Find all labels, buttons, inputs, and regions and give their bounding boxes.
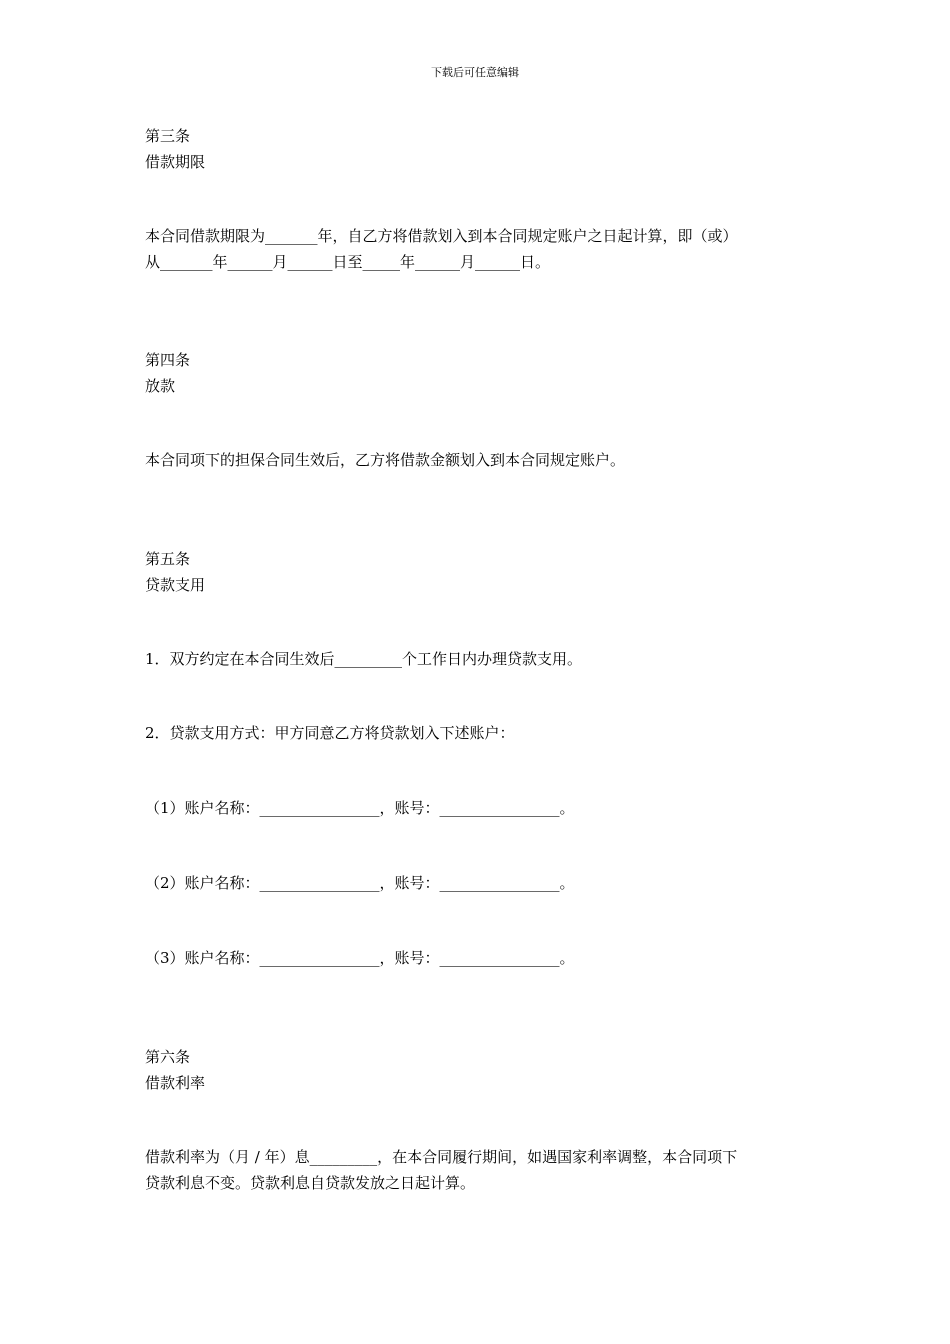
article-5-title: 贷款支用 [145, 576, 206, 594]
article-6-number: 第六条 [145, 1048, 191, 1066]
article-5-account-1: （1）账户名称：________________，账号：________________。 [145, 799, 575, 817]
article-5-item-2: 2．贷款支用方式：甲方同意乙方将贷款划入下述账户： [145, 724, 515, 742]
article-5-number: 第五条 [145, 550, 191, 568]
article-6-text-line-1: 借款利率为（月 / 年）息_________，在本合同履行期间，如遇国家利率调整，本合同项下 [145, 1148, 738, 1166]
article-3-text-line-2: 从_______年______月______日至_____年______月______日。 [145, 253, 551, 271]
article-5-account-2: （2）账户名称：________________，账号：________________。 [145, 874, 575, 892]
article-5-item-1: 1．双方约定在本合同生效后_________个工作日内办理贷款支用。 [145, 650, 583, 668]
article-4-number: 第四条 [145, 351, 191, 369]
article-3-text-line-1: 本合同借款期限为_______年，自乙方将借款划入到本合同规定账户之日起计算，即（或） [145, 227, 738, 245]
article-4-text: 本合同项下的担保合同生效后，乙方将借款金额划入到本合同规定账户。 [145, 451, 626, 469]
article-6-title: 借款利率 [145, 1074, 206, 1092]
article-6-text-line-2: 贷款利息不变。贷款利息自贷款发放之日起计算。 [145, 1174, 476, 1192]
page-header: 下载后可任意编辑 [431, 66, 519, 79]
article-3-title: 借款期限 [145, 153, 206, 171]
article-3-number: 第三条 [145, 127, 191, 145]
article-4-title: 放款 [145, 377, 176, 395]
article-5-account-3: （3）账户名称：________________，账号：________________。 [145, 949, 575, 967]
